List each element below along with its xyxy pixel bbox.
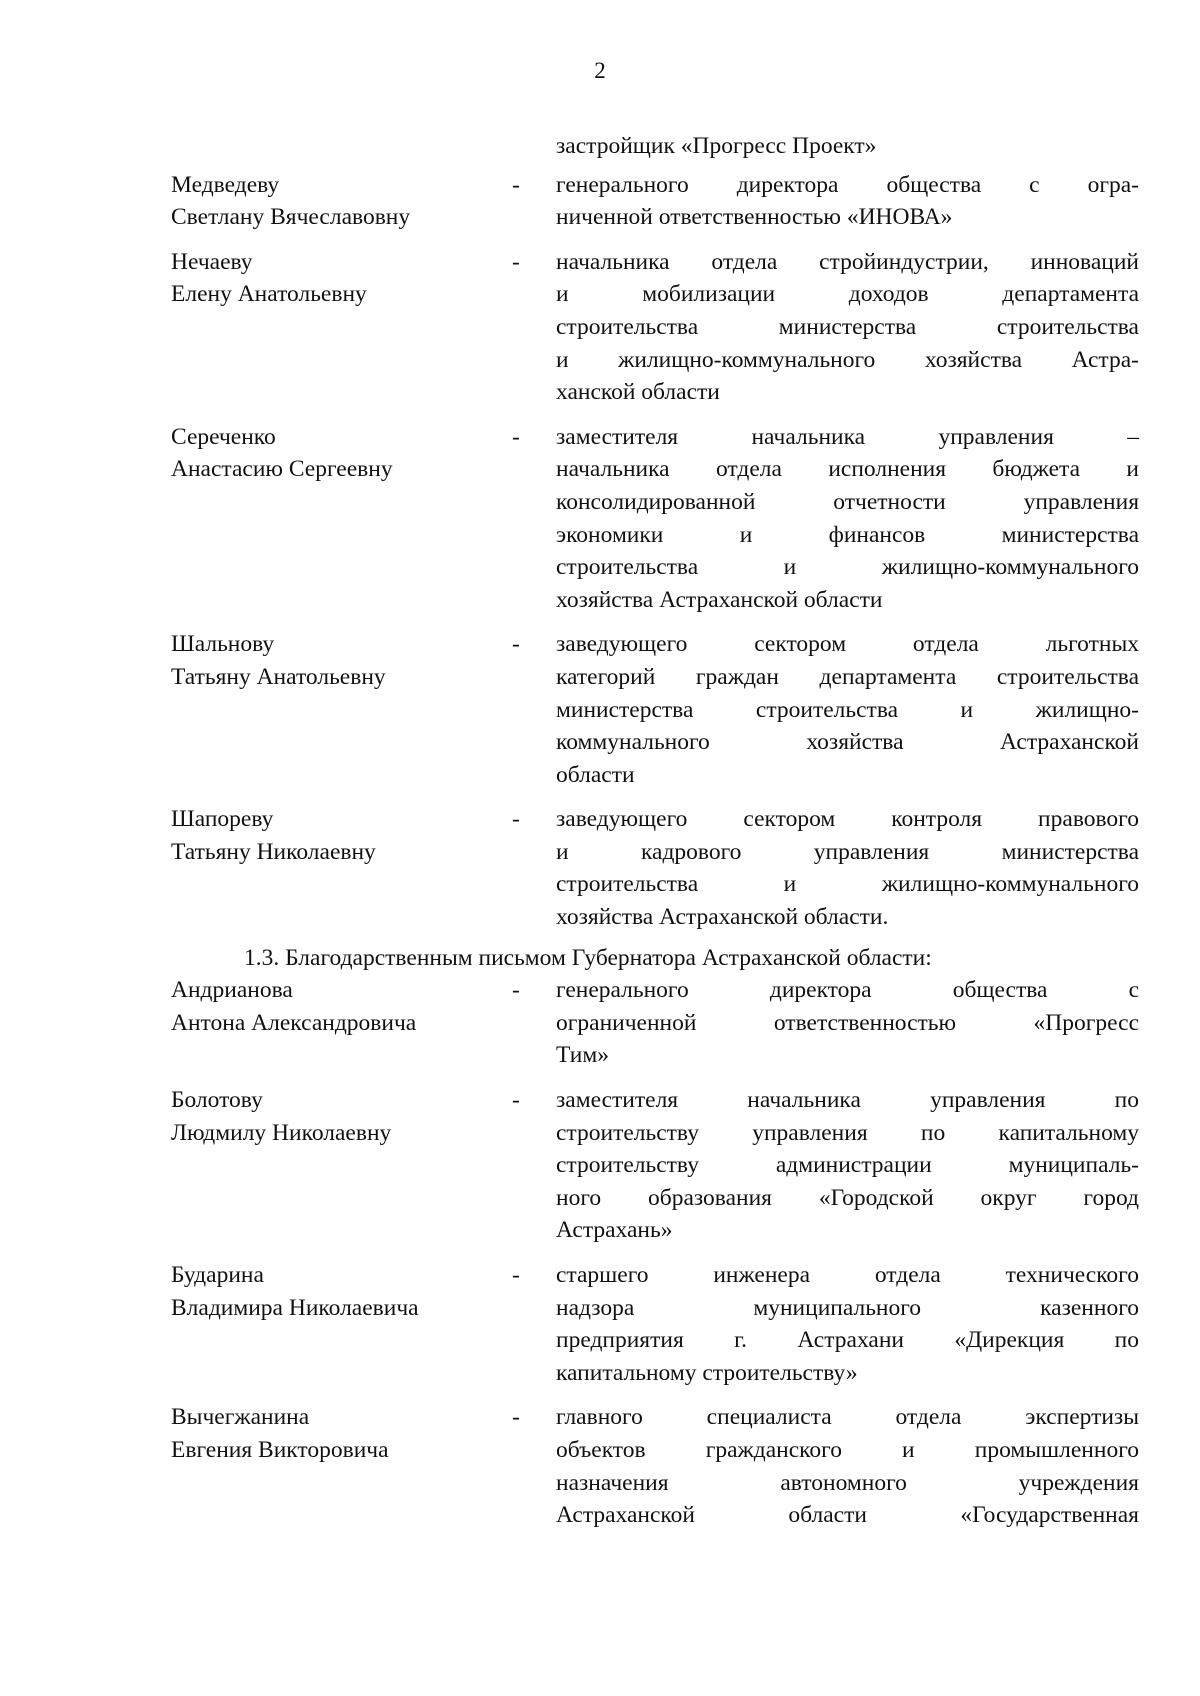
entry-description	[556, 1259, 1139, 1389]
desc-line: заведующего сектором контроля правового	[556, 806, 1139, 833]
desc-line: и мобилизации доходов департамента	[556, 281, 1139, 308]
entry-dash: -	[512, 631, 520, 658]
desc-line: консолидированной отчетности управления	[556, 488, 1139, 515]
desc-line: строительству управления по капитальному	[556, 1119, 1139, 1146]
given-names: Владимира Николаевича	[171, 1294, 419, 1321]
desc-line: Тим»	[556, 1042, 609, 1069]
surname: Шапореву	[171, 806, 274, 833]
entry-description	[556, 974, 1139, 1072]
continuation-entry	[171, 130, 1139, 163]
given-names: Елену Анатольевну	[171, 281, 367, 308]
given-names: Анастасию Сергеевну	[171, 456, 393, 483]
entry-description	[556, 130, 1139, 163]
entry-dash: -	[512, 423, 520, 450]
award-entry-medvedeva	[171, 169, 1139, 234]
desc-line: предприятия г. Астрахани «Дирекция по	[556, 1327, 1139, 1354]
entry-dash: -	[512, 1404, 520, 1431]
desc-line: хозяйства Астраханской области.	[556, 904, 889, 931]
desc-line: назначения автономного учреждения	[556, 1469, 1139, 1496]
entry-dash: -	[512, 1262, 520, 1288]
entry-dash: -	[512, 248, 520, 275]
desc-line: ниченной ответственностью «ИНОВА»	[556, 204, 953, 231]
desc-line: и кадрового управления министерства	[556, 838, 1139, 865]
desc-line: капитальному строительству»	[556, 1359, 858, 1386]
entry-name	[171, 628, 512, 791]
desc-line: и жилищно-коммунального хозяйства Астра-	[556, 346, 1139, 373]
desc-line: хозяйства Астраханской области	[556, 586, 883, 613]
award-entry-budarin	[171, 1259, 1139, 1389]
entry-description	[556, 421, 1139, 617]
desc-line: надзора муниципального казенного	[556, 1294, 1139, 1321]
desc-line: строительства министерства строительства	[556, 313, 1139, 340]
desc-line: начальника отдела стройиндустрии, инноваций	[556, 248, 1139, 275]
desc-line: заместителя начальника управления –	[556, 423, 1139, 450]
desc-line: ограниченной ответственностью «Прогресс	[556, 1009, 1139, 1036]
desc-line: заместителя начальника управления по	[556, 1087, 1139, 1114]
desc-line: главного специалиста отдела экспертизы	[556, 1404, 1139, 1431]
entry-name	[171, 130, 512, 163]
surname: Медведеву	[171, 171, 280, 198]
desc-line: коммунального хозяйства Астраханской	[556, 729, 1139, 756]
surname: Сереченко	[171, 423, 276, 450]
desc-line: начальника отдела исполнения бюджета и	[556, 456, 1139, 483]
entry-description	[556, 246, 1139, 409]
desc-line: генерального директора общества с огра-	[556, 171, 1139, 198]
given-names: Светлану Вячеславовну	[171, 204, 411, 231]
entry-description	[556, 1401, 1139, 1531]
entry-dash	[512, 130, 556, 163]
award-entry-nechaeva	[171, 246, 1139, 409]
desc-line: экономики и финансов министерства	[556, 521, 1139, 548]
desc-line: генерального директора общества с	[556, 977, 1139, 1004]
entry-dash: -	[512, 806, 520, 833]
surname: Бударина	[171, 1262, 264, 1288]
given-names: Людмилу Николаевну	[171, 1119, 392, 1146]
desc-line: строительству администрации муниципаль-	[556, 1152, 1139, 1179]
desc-line: заведующего сектором отдела льготных	[556, 631, 1139, 658]
award-entry-andrianov	[171, 974, 1139, 1072]
section-heading-1-3: 1.3. Благодарственным письмом Губернатора Астраханской области:	[244, 944, 932, 971]
desc-line: области	[556, 761, 635, 788]
entry-description	[556, 1084, 1139, 1247]
desc-line: категорий граждан департамента строительства	[556, 663, 1139, 690]
surname: Андрианова	[171, 977, 293, 1004]
surname: Болотову	[171, 1087, 263, 1114]
desc-line: ного образования «Городской округ город	[556, 1184, 1139, 1211]
entry-name	[171, 246, 512, 409]
entry-name	[171, 169, 512, 234]
desc-line: министерства строительства и жилищно-	[556, 696, 1139, 723]
entry-description	[556, 169, 1139, 234]
given-names: Татьяну Анатольевну	[171, 663, 386, 690]
desc-line: строительства и жилищно-коммунального	[556, 554, 1139, 581]
entry-name	[171, 1259, 512, 1389]
surname: Шальнову	[171, 631, 275, 658]
desc-line: Астрахань»	[556, 1217, 673, 1244]
entry-description	[556, 628, 1139, 791]
entry-name	[171, 1084, 512, 1247]
document-body	[171, 130, 1139, 1544]
desc-line: застройщик «Прогресс Проект»	[556, 133, 877, 159]
award-entry-bolotova	[171, 1084, 1139, 1247]
desc-line: Астраханской области «Государственная	[556, 1502, 1139, 1529]
desc-line: объектов гражданского и промышленного	[556, 1436, 1139, 1463]
award-entry-shalnova	[171, 628, 1139, 791]
entry-dash: -	[512, 977, 520, 1004]
entry-name	[171, 803, 512, 933]
surname: Вычегжанина	[171, 1404, 310, 1431]
entry-description	[556, 803, 1139, 933]
award-entry-vychegzhanin	[171, 1401, 1139, 1531]
desc-line: старшего инженера отдела технического	[556, 1262, 1139, 1288]
entry-dash: -	[512, 1087, 520, 1114]
page-number: 2	[594, 58, 606, 83]
desc-line: строительства и жилищно-коммунального	[556, 871, 1139, 898]
desc-line: ханской области	[556, 379, 720, 406]
entry-name	[171, 974, 512, 1072]
surname: Нечаеву	[171, 248, 253, 275]
entry-name	[171, 1401, 512, 1531]
entry-dash: -	[512, 171, 520, 198]
award-entry-shaporeva	[171, 803, 1139, 933]
given-names: Татьяну Николаевну	[171, 838, 376, 865]
entry-name	[171, 421, 512, 617]
award-entry-serechenko	[171, 421, 1139, 617]
given-names: Антона Александровича	[171, 1009, 417, 1036]
given-names: Евгения Викторовича	[171, 1436, 389, 1463]
